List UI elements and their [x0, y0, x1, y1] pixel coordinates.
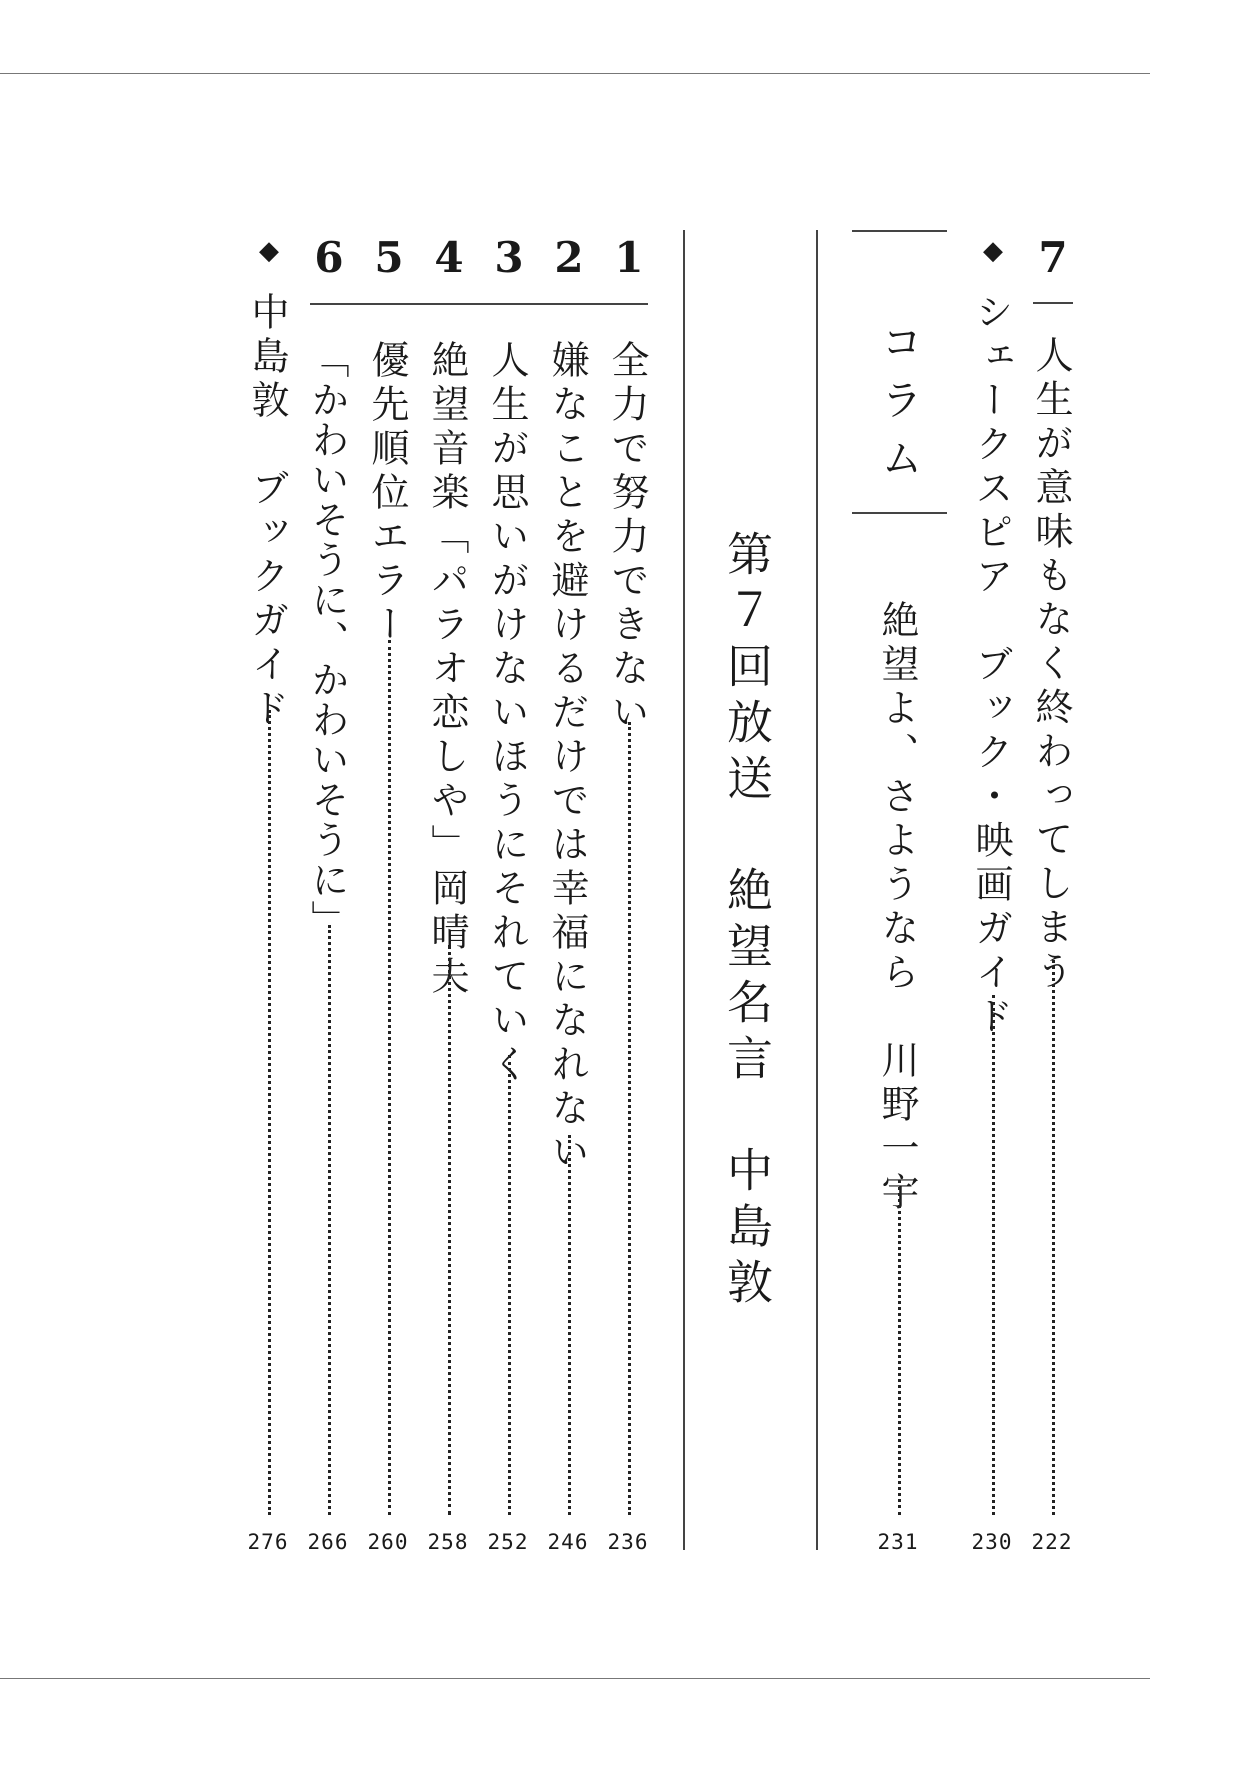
section-divider — [816, 230, 818, 1550]
dot-leader — [992, 995, 995, 1515]
page-number: 260 — [367, 1530, 409, 1554]
column-heading: コラム — [875, 320, 924, 494]
top-rule — [0, 73, 1150, 74]
entry-number: 4 — [434, 233, 464, 282]
entry-number: 7 — [1038, 233, 1068, 282]
chapter-title: 第７回放送 絶望名言 中島敦 — [720, 530, 774, 1314]
diamond-icon: ◆ — [259, 236, 279, 266]
chapter-divider — [683, 230, 685, 1550]
page-number: 236 — [607, 1530, 649, 1554]
dot-leader — [628, 722, 631, 1515]
dot-leader — [508, 1055, 511, 1515]
dot-leader — [448, 945, 451, 1515]
entry-number: 6 — [314, 233, 344, 282]
entry-title: 優先順位エラー — [365, 340, 409, 648]
column-rule-top — [852, 230, 947, 232]
entry-number: 3 — [494, 233, 524, 282]
bottom-rule — [0, 1678, 1150, 1679]
entry-title: 嫌なことを避けるだけでは幸福になれない — [545, 340, 589, 1176]
entry-number: 1 — [614, 233, 644, 282]
page-number: 266 — [307, 1530, 349, 1554]
entry-number: 5 — [374, 233, 404, 282]
entry-number: 2 — [554, 233, 584, 282]
dot-leader — [568, 1135, 571, 1515]
entry-title: 絶望音楽「パラオ恋しや」岡晴夫 — [425, 340, 469, 1000]
dot-leader — [388, 640, 391, 1515]
entry-title: 全力で努力できない — [605, 340, 649, 736]
entry-number-rule — [1033, 302, 1073, 304]
entries-rule — [310, 303, 648, 305]
page-number: 258 — [427, 1530, 469, 1554]
column-title: 絶望よ、さようなら 川野一宇 — [875, 600, 919, 1216]
page-number: 252 — [487, 1530, 529, 1554]
page-number: 231 — [877, 1530, 919, 1554]
page-number: 246 — [547, 1530, 589, 1554]
entry-title: 中島敦 ブックガイド — [245, 292, 289, 732]
column-rule-bottom — [852, 512, 947, 514]
entry-title: シェークスピア ブック・映画ガイド — [969, 292, 1013, 1040]
page-number: 230 — [971, 1530, 1013, 1554]
entry-title: 「かわいそうに、かわいそうに」 — [305, 340, 349, 940]
entry-title: 人生が意味もなく終わってしまう — [1029, 335, 1073, 995]
page-number: 276 — [247, 1530, 289, 1554]
dot-leader — [1052, 960, 1055, 1515]
dot-leader — [328, 925, 331, 1515]
dot-leader — [268, 710, 271, 1515]
entry-title: 人生が思いがけないほうにそれていく — [485, 340, 529, 1088]
page-number: 222 — [1031, 1530, 1073, 1554]
dot-leader — [898, 1180, 901, 1515]
diamond-icon: ◆ — [983, 236, 1003, 266]
